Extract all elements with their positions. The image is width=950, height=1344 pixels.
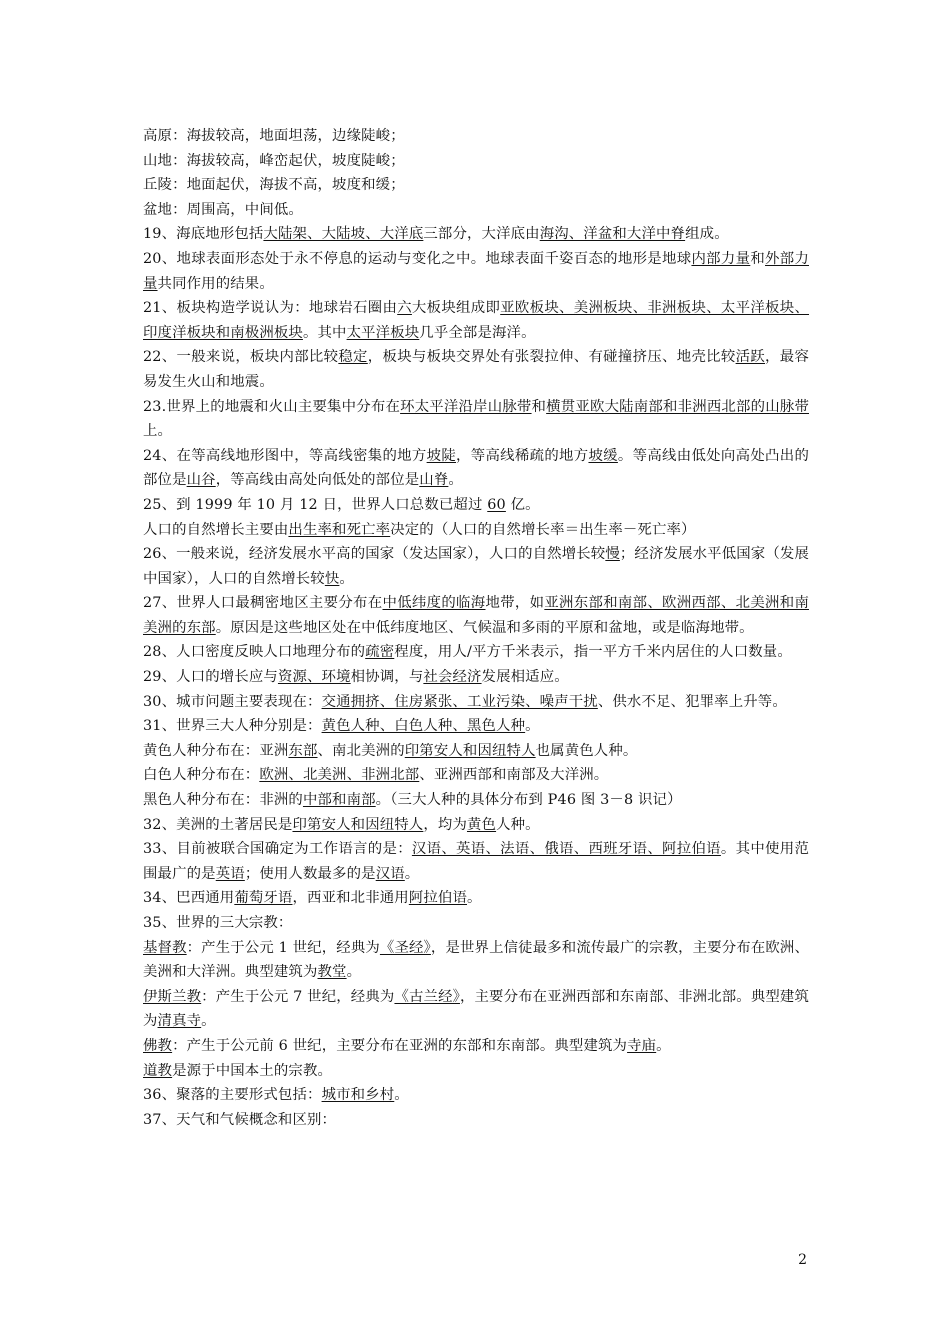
text-run: 37、天气和气候概念和区别： [143,1111,337,1128]
underlined-answer: 基督教 [143,939,187,956]
page-number: 2 [798,1252,807,1268]
underlined-answer: 道教 [143,1062,173,1079]
text-paragraph [143,1083,809,1108]
text-run: 。 [525,718,540,735]
text-paragraph [143,493,809,518]
text-paragraph [143,345,809,394]
text-run: 36、聚落的主要形式包括： [143,1087,322,1104]
text-run: 组成。 [685,226,729,243]
text-run: 和 [750,250,766,267]
text-run: 31、世界三大人种分别是： [143,718,322,735]
text-paragraph [143,542,809,591]
underlined-answer: 中低纬度的临海 [382,595,486,612]
underlined-answer: 环太平洋沿岸山脉带 [400,398,532,415]
text-run: 。 [404,865,420,882]
text-run: ，等高线稀疏的地方 [456,447,589,464]
underlined-answer: 葡萄牙语 [234,890,293,907]
text-run: 丘陵：地面起伏，海拔不高，坡度和缓； [143,177,405,194]
text-run: ，是世界上信徒最多和流传最广的宗教，主要分布在欧洲、美洲和大洋洲。典型建筑为 [143,939,810,981]
text-paragraph [143,222,809,247]
underlined-answer: 寺庙 [627,1037,657,1054]
text-run: 。 [656,1037,671,1054]
text-run: 34、巴西通用 [143,890,235,907]
text-paragraph [143,518,809,543]
text-paragraph [143,837,809,886]
text-run: 高原：海拔较高，地面坦荡，边缘陡峻； [143,128,405,144]
document-body [143,124,809,1132]
text-run: 、亚洲西部和南部及大洋洲。 [419,767,609,784]
text-run: 、供水不足、犯罪率上升等。 [597,693,787,710]
underlined-answer: 清真寺 [157,1013,202,1030]
underlined-answer: 中部和南部 [302,792,376,809]
underlined-answer: 东部 [288,742,318,759]
text-run: 。（三大人种的具体分布到 P46 图 3－8 识记） [375,792,682,809]
text-run: 白色人种分布在： [143,767,260,784]
text-paragraph [143,1034,809,1059]
text-run: 30、城市问题主要表现在： [143,693,322,710]
underlined-answer: 伊斯兰教 [143,988,202,1005]
text-run: 。 [201,1013,216,1030]
underlined-answer: 慢 [605,546,620,563]
text-run: 和 [531,398,547,415]
text-paragraph [143,173,809,198]
text-run: ，板块与板块交界处有张裂拉伸、有碰撞挤压、地壳比较 [367,349,736,366]
text-run: 共同作用的结果。 [157,275,274,292]
text-run: 相协调，与 [350,669,424,686]
text-run: ：产生于公元前 6 世纪，主要分布在亚洲的东部和东南部。典型建筑为 [172,1037,628,1054]
underlined-answer: 英语 [215,865,245,882]
text-run: 19、海底地形包括 [143,226,264,243]
underlined-answer: 横贯亚欧大陆南部和非洲西北部的山脉带 [546,398,809,415]
text-run: 几乎全部是海洋。 [419,324,536,341]
text-run: 决定的（人口的自然增长率＝出生率－死亡率） [390,521,696,538]
text-run: ：产生于公元 1 世纪，经典为 [186,939,380,956]
text-paragraph [143,690,809,715]
underlined-answer: 活跃 [735,349,766,366]
text-run: 黑色人种分布在：非洲的 [143,792,303,809]
text-paragraph [143,911,809,936]
text-run: ，均为 [423,816,467,833]
text-run: ，等高线由高处向低处的部位是 [215,472,420,489]
underlined-answer: 海沟、洋盆和大洋中脊 [539,226,686,243]
text-paragraph [143,149,809,174]
text-run: 29、人口的增长应与 [143,669,278,686]
underlined-answer: 城市和乡村 [321,1087,395,1104]
text-paragraph [143,395,809,444]
text-run: 21、板块构造学说认为：地球岩石圈由 [143,300,398,317]
underlined-answer: 山脊 [419,472,449,489]
text-run: 35、世界的三大宗教： [143,915,293,931]
underlined-answer: 快 [324,570,340,587]
text-run: 。其中使用范围最广的是 [143,841,809,882]
text-paragraph [143,591,809,640]
text-run: 亿。 [505,496,540,513]
text-run: ，最容易发生火山和地震。 [143,349,809,390]
underlined-answer: 亚欧板块、美洲板块、非洲板块、太平洋板块、印度洋板块和南极洲板块 [143,300,810,341]
text-run: ，主要分布在亚洲西部和东南部、非洲北部。典型建筑为 [143,988,809,1030]
underlined-answer: 《古兰经》 [394,988,460,1005]
text-paragraph [143,444,809,493]
underlined-answer: 内部力量 [691,250,751,267]
text-run: 24、在等高线地形图中，等高线密集的地方 [143,447,427,464]
underlined-answer: 黄色 [466,816,497,833]
underlined-answer: 阿拉伯语 [408,890,467,907]
text-run: 是源于中国本土的宗教。 [172,1062,333,1079]
underlined-answer: 欧洲、北美洲、非洲北部 [259,767,420,784]
text-run: ：产生于公元 7 世纪，经典为 [201,988,395,1005]
underlined-answer: 资源、环境 [277,669,351,686]
underlined-answer: 稳定 [338,349,368,366]
text-run: 26、一般来说，经济发展水平高的国家（发达国家），人口的自然增长较 [143,546,606,563]
text-run: 23.世界上的地震和火山主要集中分布在 [143,398,401,415]
text-paragraph [143,296,809,345]
text-run: 上。 [143,423,173,440]
text-run: ，西亚和北非通用 [292,890,409,907]
text-run: 22、一般来说，板块内部比较 [143,349,339,366]
underlined-answer: 外部力量 [143,250,809,292]
text-run: 山地：海拔较高，峰峦起伏，坡度陡峻； [143,152,405,169]
text-paragraph [143,763,809,788]
underlined-answer: 坡陡 [426,447,457,464]
text-paragraph [143,640,809,665]
underlined-answer: 大陆架、大陆坡、大洋底 [263,226,424,243]
text-run: 发展相适应。 [481,669,569,686]
text-run: 。 [448,472,463,489]
text-run: 32、美洲的土著居民是 [143,816,293,833]
text-run: 三部分，大洋底由 [423,226,540,243]
underlined-answer: 交通拥挤、住房紧张、工业污染、噪声干扰 [321,693,598,710]
text-paragraph [143,1108,809,1133]
text-run: 。原因是这些地区处在中低纬度地区、气候温和多雨的平原和盆地，或是临海地带。 [215,619,754,636]
underlined-answer: 教堂 [317,964,347,981]
text-run: 20、地球表面形态处于永不停息的运动与变化之中。地球表面千姿百态的地形是地球 [143,250,692,267]
text-run: 黄色人种分布在：亚洲 [143,742,289,759]
underlined-answer: 六 [397,300,412,317]
underlined-answer: 《圣经》 [379,939,431,956]
text-run: 25、到 1999 年 10 月 12 日，世界人口总数已超过 [143,496,488,513]
text-paragraph [143,247,809,296]
text-run: 也属黄色人种。 [535,742,638,759]
text-paragraph [143,788,809,813]
underlined-answer: 汉语、英语、法语、俄语、西班牙语、阿拉伯语 [411,841,721,858]
underlined-answer: 疏密 [365,644,395,661]
text-run: 。等高线由低处向高处凸出的部位是 [143,447,809,489]
text-run: ；经济发展水平低国家（发展中国家），人口的自然增长较 [143,546,809,587]
underlined-answer: 印第安人和因纽特人 [404,742,536,759]
underlined-answer: 社会经济 [423,669,482,686]
text-paragraph [143,813,809,838]
text-paragraph [143,739,809,764]
text-paragraph [143,198,809,223]
text-paragraph [143,124,809,149]
text-paragraph [143,936,809,985]
underlined-answer: 60 [487,496,506,513]
text-paragraph [143,714,809,739]
underlined-answer: 山谷 [186,472,216,489]
text-run: 盆地：周围高，中间低。 [143,201,303,218]
text-run: 28、人口密度反映人口地理分布的 [143,644,366,661]
underlined-answer: 坡缓 [588,447,618,464]
text-paragraph [143,665,809,690]
text-run: 33、目前被联合国确定为工作语言的是： [143,841,412,858]
text-run: 地带，如 [485,595,545,612]
text-run: 27、世界人口最稠密地区主要分布在 [143,595,383,612]
text-run: 程度，用人/平方千米表示，指一平方千米内居住的人口数量。 [394,644,792,661]
underlined-answer: 黄色人种、白色人种、黑色人种 [321,718,526,735]
text-paragraph [143,985,809,1034]
text-run: 。其中 [302,324,347,341]
text-run: 大板块组成即 [411,300,501,317]
text-run: 。 [339,570,354,587]
text-run: 人口的自然增长主要由 [143,521,289,538]
underlined-answer: 汉语 [375,865,405,882]
underlined-answer: 佛教 [143,1037,173,1054]
text-paragraph [143,886,809,911]
text-run: 人种。 [496,816,540,833]
underlined-answer: 亚洲东部和南部、欧洲西部、北美洲和南美洲的东部 [143,595,809,636]
text-run: 、南北美洲的 [317,742,405,759]
text-run: ；使用人数最多的是 [244,865,376,882]
text-run: 。 [467,890,482,907]
underlined-answer: 出生率和死亡率 [288,521,391,538]
text-paragraph [143,1059,809,1084]
text-run: 。 [394,1087,409,1104]
text-run: 。 [346,964,362,981]
underlined-answer: 印第安人和因纽特人 [292,816,424,833]
underlined-answer: 太平洋板块 [346,324,420,341]
